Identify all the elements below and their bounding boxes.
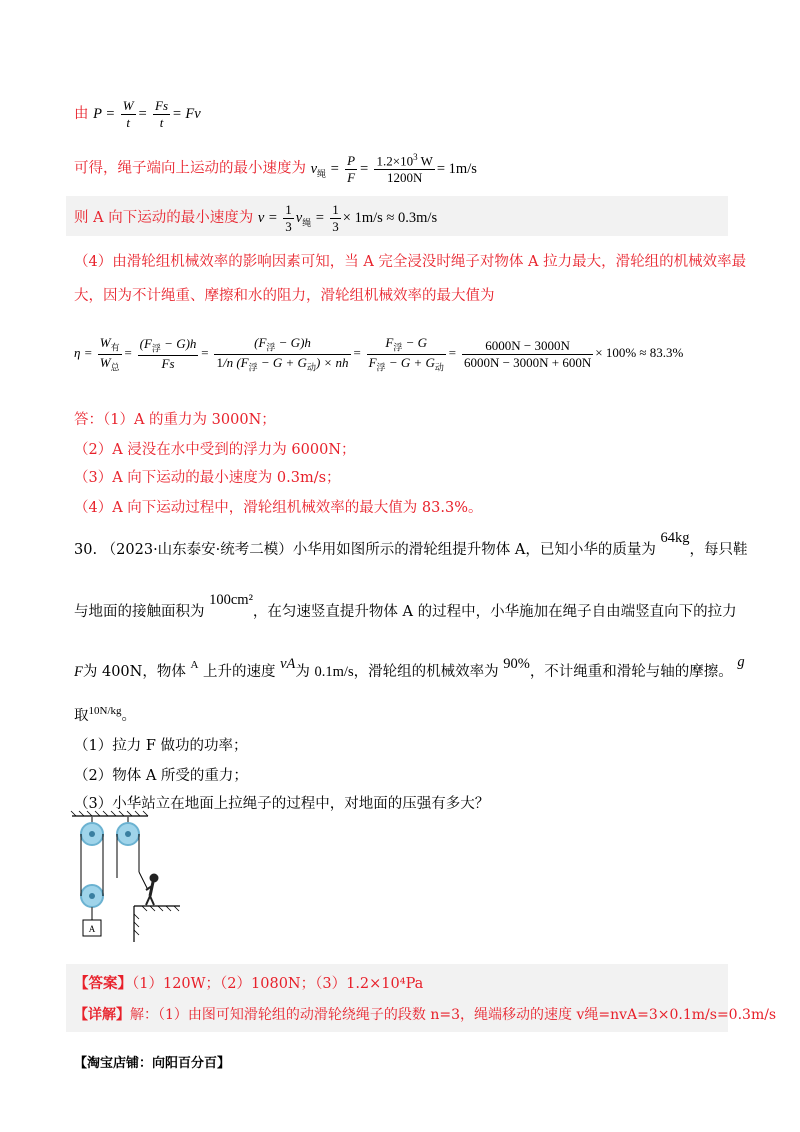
solution-line-1 xyxy=(74,98,201,131)
solution-line-4b: 大，因为不计绳重、摩擦和水的阻力，滑轮组机械效率的最大值为 xyxy=(74,288,495,304)
answer-1: 答：（1）A 的重力为 3000N； xyxy=(74,412,276,428)
solution-line-4a: （4）由滑轮组机械效率的影响因素可知，当 A 完全浸没时绳子对物体 A 拉力最大，滑轮组的机械效率最 xyxy=(74,254,747,270)
power-formula: P = $\frac{W}{t}$ = $\frac{Fs}{t}$ = Fv xyxy=(93,98,201,130)
question-line-2 xyxy=(74,592,737,621)
question-text-2b: ，在匀速竖直提升物体 A 的过程中，小华施加在绳子自由端竖直向下的拉力 xyxy=(252,604,737,620)
mass-value: 64kg xyxy=(660,530,690,546)
line3-prefix: 则 A 向下运动的最小速度为 xyxy=(74,209,254,226)
question-text-1b: ，每只鞋 xyxy=(689,542,748,558)
g-value: 10N/kg xyxy=(88,705,122,717)
question-text-3b: 为 400N，物体 xyxy=(82,664,186,680)
object-a-label: A xyxy=(88,924,96,934)
footer-shop: 【淘宝店铺：向阳百分百】 xyxy=(74,1056,231,1071)
answer-text: （1）120W；（2）1080N；（3）1.2×10⁴Pa xyxy=(132,976,424,992)
speed-value: 0.1m/s xyxy=(314,664,354,680)
sub-question-2: （2）物体 A 所受的重力； xyxy=(74,768,248,784)
rope-speed-formula: $v_绳$ = $\frac{P}{F}$ = $\frac{1.2\times 10^3 W}{1200N}$ = 1m/s xyxy=(310,152,477,186)
detail-line xyxy=(74,1004,776,1024)
answer-2: （2）A 浸没在水中受到的浮力为 6000N； xyxy=(74,442,356,458)
question-text-1: 小华用如图所示的滑轮组提升物体 A，已知小华的质量为 xyxy=(292,542,656,558)
line2-prefix: 可得，绳子端向上运动的最小速度为 xyxy=(74,160,306,177)
line1-prefix: 由 xyxy=(74,105,89,122)
question-text-2: 与地面的接触面积为 xyxy=(74,604,205,620)
speed-symbol: vA xyxy=(280,656,296,672)
pulley-diagram xyxy=(68,810,188,945)
answer-3: （3）A 向下运动的最小速度为 0.3m/s； xyxy=(74,470,341,486)
force-symbol: F xyxy=(74,664,83,680)
a-speed-formula: v = $\frac{1}{3}$ $v_绳$ = $\frac{1}{3}$ × 1m/s ≈ 0.3m/s xyxy=(257,202,438,234)
solution-line-3 xyxy=(74,202,437,235)
question-number: 30. xyxy=(74,542,98,558)
question-source: （2023·山东泰安·统考二模） xyxy=(101,542,293,558)
area-value: 100cm² xyxy=(209,592,253,608)
question-text-3g: ，滑轮组的机械效率为 xyxy=(353,664,499,680)
question-text-3h: ，不计绳重和滑轮与轴的摩擦。 xyxy=(529,664,733,680)
question-line-1 xyxy=(74,530,748,559)
sub-question-1: （1）拉力 F 做功的功率； xyxy=(74,738,248,754)
question-text-3f: 为 xyxy=(295,664,310,680)
question-text-4b: 。 xyxy=(121,708,136,724)
answer-line xyxy=(74,972,423,993)
person-icon xyxy=(146,874,158,905)
sub-question-3: （3）小华站立在地面上拉绳子的过程中，对地面的压强有多大？ xyxy=(74,796,490,812)
question-text-4a: 取 xyxy=(74,708,89,724)
detail-tag: 【详解】 xyxy=(74,1007,130,1023)
question-text-3d: 上升的速度 xyxy=(203,664,276,680)
g-symbol: g xyxy=(737,654,745,670)
answer-4: （4）A 向下运动过程中，滑轮组机械效率的最大值为 83.3%。 xyxy=(74,500,483,516)
question-line-3 xyxy=(74,654,745,681)
question-line-4 xyxy=(74,704,136,725)
answer-tag: 【答案】 xyxy=(74,975,132,992)
efficiency-formula: η = $\frac{W_有}{W_总}$ = $\frac{(F_浮 - G)h}{Fs}$ = $\frac{(F_浮 - G)h}{1/n (F_浮 - G + G_动) \times nh}$ = $\frac{F_浮 - G}{F_浮 - G + G_动}$ = $\frac{6000N - 3000N}{6000N - 3000N + 600N}$ × 100% ≈ 83.3% xyxy=(74,335,684,373)
detail-text: 解：（1）由图可知滑轮组的动滑轮绕绳子的段数 n=3，绳端移动的速度 v绳=nvA=3×0.1m/s=0.3m/s xyxy=(130,1007,777,1023)
solution-line-2 xyxy=(74,152,477,186)
efficiency-value: 90% xyxy=(503,656,530,672)
object-symbol: A xyxy=(190,659,199,671)
